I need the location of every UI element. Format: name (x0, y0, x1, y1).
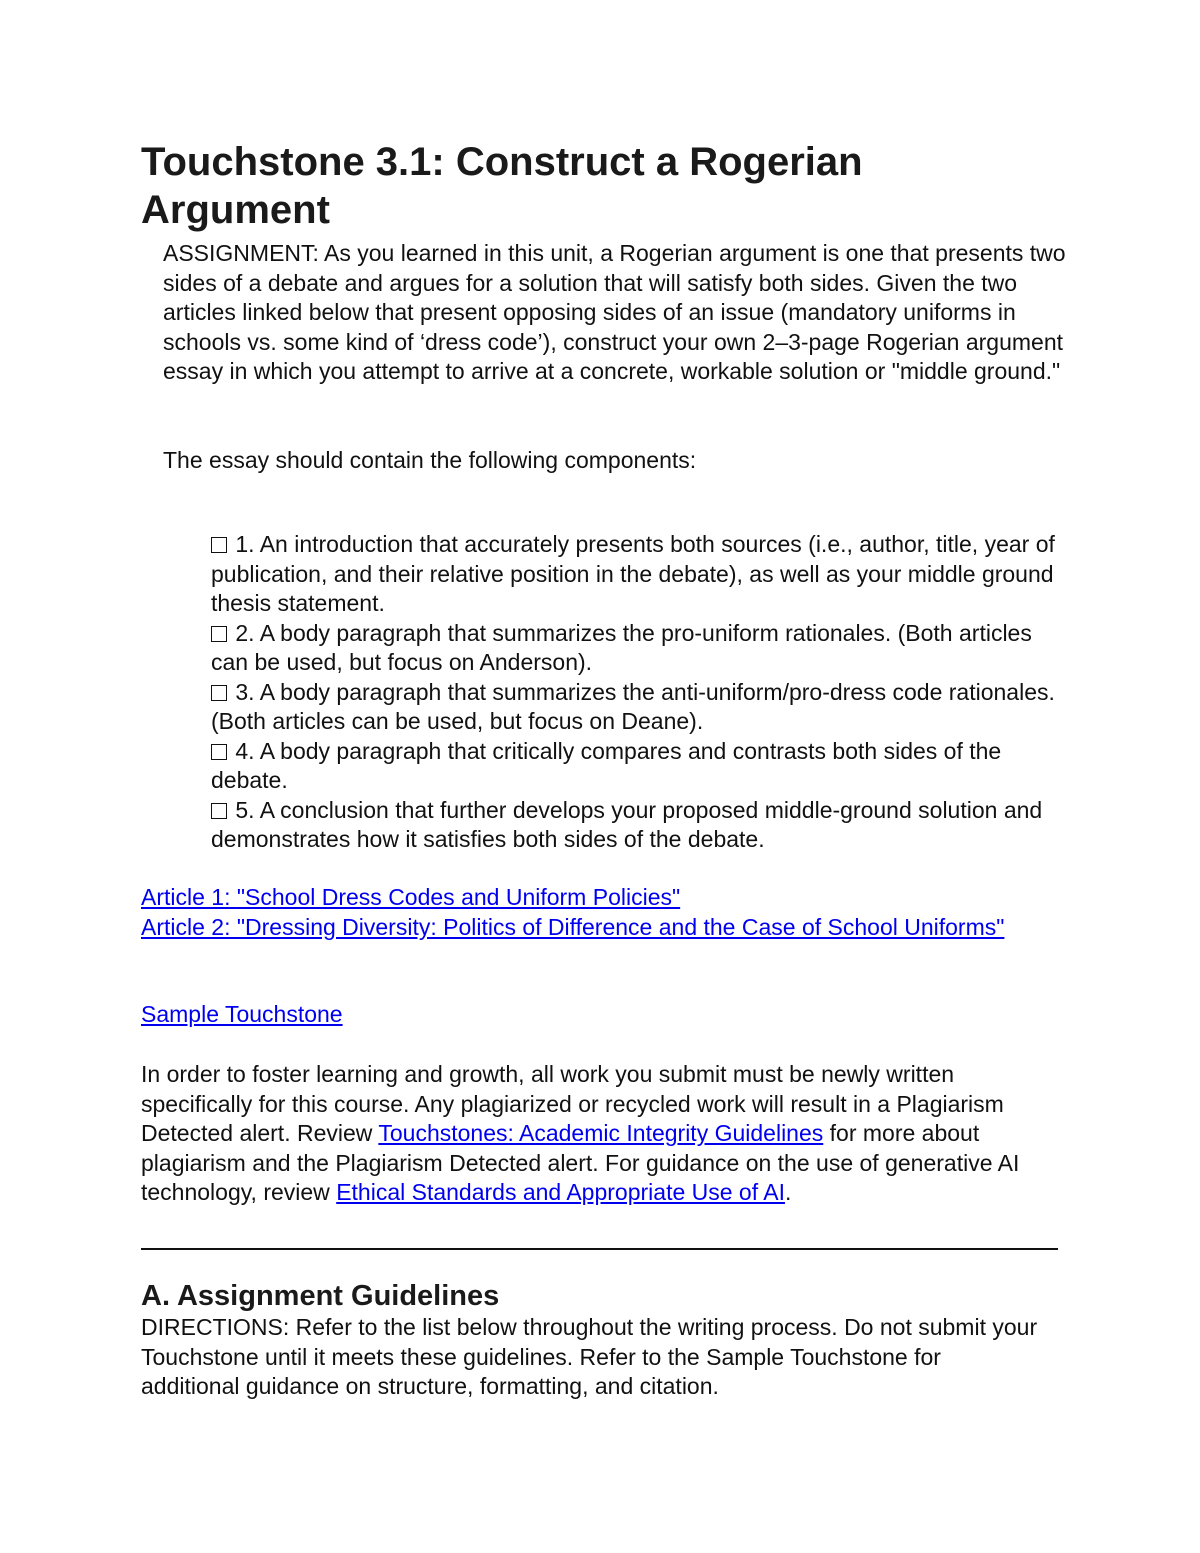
academic-integrity-link[interactable]: Touchstones: Academic Integrity Guidelines (378, 1120, 824, 1146)
checkbox-icon (211, 744, 227, 760)
article-2-link[interactable]: Article 2: "Dressing Diversity: Politics of Difference and the Case of School Uniforms" (141, 913, 1005, 940)
directions-paragraph: DIRECTIONS: Refer to the list below throughout the writing process. Do not submit your Touchstone until it meets these guidelines. Refer to the Sample Touchstone for additional guidance on structure, formatting, and citation. (141, 1314, 1038, 1399)
assignment-paragraph: ASSIGNMENT: As you learned in this unit, a Rogerian argument is one that presents two sides of a debate and argues for a solution that will satisfy both sides. Given the two articles linked below that present opposing sides of an issue (mandatory uniforms in schools vs. some kind of ‘dress code’), construct your own 2–3-page Rogerian argument essay in which you attempt to arrive at a concrete, workable solution or "middle ground." (163, 240, 1066, 384)
checkbox-icon (211, 626, 227, 642)
checklist-item (211, 530, 1071, 619)
checkbox-icon (211, 537, 227, 553)
checklist-item-text: 3. A body paragraph that summarizes the anti-uniform/pro-dress code rationales. (Both articles can be used, but focus on Deane). (211, 678, 1055, 734)
checklist-item (211, 678, 1071, 737)
components-intro: The essay should contain the following components: (163, 447, 697, 473)
integrity-text: for more about plagiarism and the Plagiarism Detected alert. For guidance on the use of generative AI technology, review (141, 1120, 1020, 1205)
sample-touchstone-link[interactable]: Sample Touchstone (141, 1001, 343, 1027)
page-title: Touchstone 3.1: Construct a Rogerian Argument (141, 140, 863, 232)
checklist-item-text: 2. A body paragraph that summarizes the pro-uniform rationales. (Both articles can be used, but focus on Anderson). (211, 619, 1032, 675)
checklist-item-text: 4. A body paragraph that critically compares and contrasts both sides of the debate. (211, 737, 1002, 793)
checklist-item (211, 796, 1071, 855)
checkbox-icon (211, 803, 227, 819)
section-heading: A. Assignment Guidelines (141, 1280, 500, 1312)
checklist-item-text: 5. A conclusion that further develops your proposed middle-ground solution and demonstrates how it satisfies both sides of the debate. (211, 796, 1043, 852)
horizontal-divider (141, 1248, 1058, 1250)
ai-standards-link[interactable]: Ethical Standards and Appropriate Use of AI (336, 1179, 785, 1205)
checkbox-icon (211, 685, 227, 701)
checklist-item (211, 737, 1071, 796)
integrity-text: . (784, 1179, 792, 1205)
checklist-item (211, 619, 1071, 678)
sample-touchstone-row (141, 1000, 343, 1030)
article-links (141, 883, 1021, 942)
integrity-paragraph (141, 1060, 1061, 1208)
checklist-item-text: 1. An introduction that accurately presents both sources (i.e., author, title, year of publication, and their relative position in the debate), as well as your middle ground thesis statement. (211, 531, 1055, 616)
components-checklist (211, 530, 1071, 855)
integrity-text: In order to foster learning and growth, all work you submit must be newly written specifically for this course. Any plagiarized or recycled work will result in a Plagiarism Detected alert. Review (141, 1061, 1004, 1146)
article-1-link[interactable]: Article 1: "School Dress Codes and Uniform Policies" (141, 884, 681, 910)
